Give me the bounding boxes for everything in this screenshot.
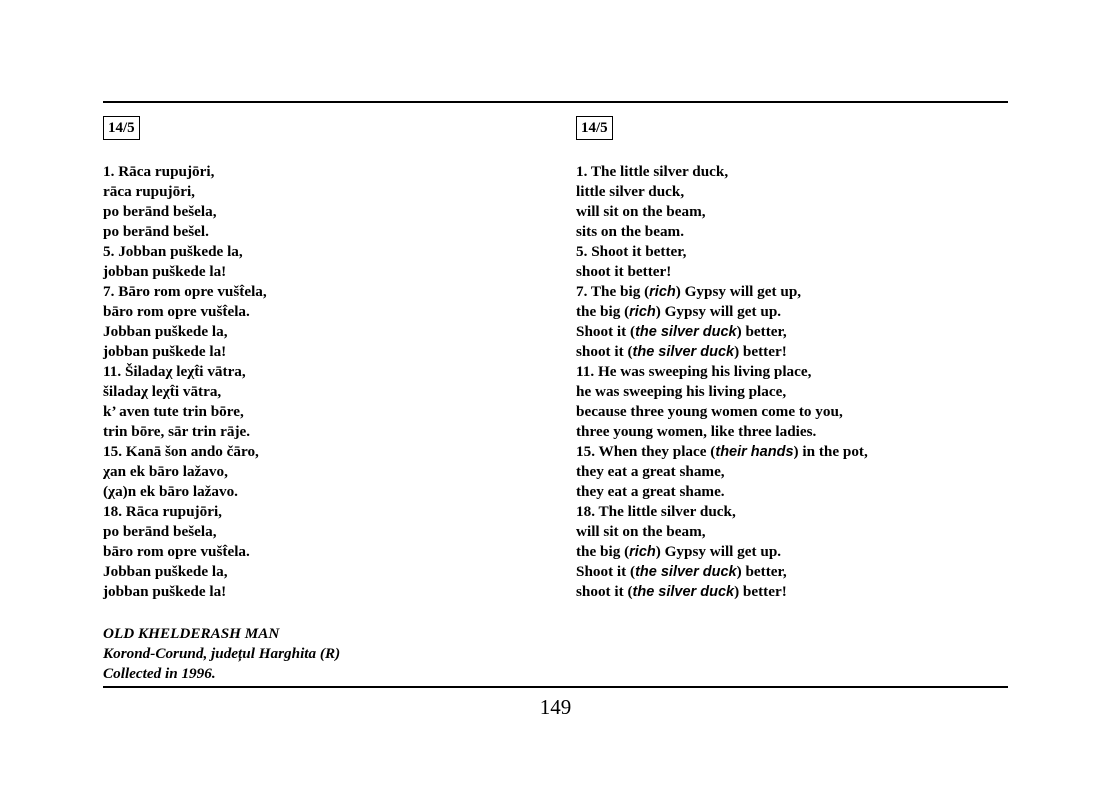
top-rule [103, 101, 1008, 103]
song-number-box-translation: 14/5 [576, 116, 613, 140]
line-segment: ) Gypsy will get up. [655, 543, 782, 560]
translation-line [576, 422, 1006, 442]
translation-line [576, 482, 1006, 502]
line-segment: the big ( [576, 543, 630, 560]
line-segment: will sit on the beam, [576, 203, 706, 220]
translated-verse-lines [576, 162, 1006, 602]
translation-line [576, 182, 1006, 202]
line-segment: will sit on the beam, [576, 523, 706, 540]
verse-line: jobban puškede la! [103, 263, 227, 280]
source-line: Collected in 1996. [103, 665, 216, 682]
translation-line [576, 282, 1006, 302]
line-segment: ) Gypsy will get up, [675, 283, 802, 300]
translation-line [576, 362, 1006, 382]
line-segment: shoot it better! [576, 263, 672, 280]
line-segment: shoot it ( [576, 583, 633, 600]
verse-line: 15. Kanā šon ando čāro, [103, 443, 259, 460]
translation-line [576, 582, 1006, 602]
translation-column [576, 116, 1006, 602]
translation-line [576, 202, 1006, 222]
editorial-insertion: rich [629, 544, 656, 560]
line-segment: Shoot it ( [576, 563, 636, 580]
translation-line [576, 262, 1006, 282]
verse-line: po berānd bešela, [103, 523, 217, 540]
translation-line [576, 442, 1006, 462]
line-segment: sits on the beam. [576, 223, 685, 240]
editorial-insertion: rich [629, 304, 656, 320]
verse-line: trin bōre, sār trin rāje. [103, 423, 251, 440]
line-segment: 7. The big ( [576, 283, 650, 300]
source-line: Korond-Corund, județul Harghita (R) [103, 645, 341, 662]
line-segment: little silver duck, [576, 183, 685, 200]
source-line: OLD KHELDERASH MAN [103, 625, 280, 642]
line-segment: ) in the pot, [793, 443, 868, 460]
line-segment: the big ( [576, 303, 630, 320]
line-segment: 5. Shoot it better, [576, 243, 687, 260]
translation-line [576, 382, 1006, 402]
line-segment: 18. The little silver duck, [576, 503, 736, 520]
line-segment: ) better! [734, 343, 787, 360]
page-number: 149 [539, 695, 572, 719]
line-segment: three young women, like three ladies. [576, 423, 817, 440]
line-segment: they eat a great shame, [576, 463, 725, 480]
verse-line: k’ aven tute trin bōre, [103, 403, 244, 420]
translation-line [576, 322, 1006, 342]
translation-line [576, 562, 1006, 582]
original-verse-lines [103, 162, 533, 602]
translation-line [576, 222, 1006, 242]
line-segment: they eat a great shame. [576, 483, 725, 500]
verse-line: Jobban puškede la, [103, 323, 228, 340]
editorial-insertion: the silver duck [632, 344, 735, 360]
bottom-rule [103, 686, 1008, 688]
verse-line: jobban puškede la! [103, 343, 227, 360]
verse-line: jobban puškede la! [103, 583, 227, 600]
song-number-box-original: 14/5 [103, 116, 140, 140]
verse-line: rāca rupujōri, [103, 183, 195, 200]
line-segment: ) better, [736, 323, 787, 340]
verse-line: bāro rom opre vušt̂ela. [103, 303, 250, 320]
editorial-insertion: the silver duck [632, 584, 735, 600]
line-segment: 15. When they place ( [576, 443, 716, 460]
line-segment: Shoot it ( [576, 323, 636, 340]
verse-line: χan ek bāro lažavo, [103, 463, 228, 480]
line-segment: because three young women come to you, [576, 403, 843, 420]
source-attribution [103, 624, 533, 684]
verse-line: 7. Bāro rom opre vušt̂ela, [103, 283, 267, 300]
translation-line [576, 522, 1006, 542]
original-text-column [103, 116, 533, 684]
translation-line [576, 302, 1006, 322]
line-segment: he was sweeping his living place, [576, 383, 787, 400]
translation-line [576, 402, 1006, 422]
verse-line: Jobban puškede la, [103, 563, 228, 580]
translation-line [576, 162, 1006, 182]
editorial-insertion: their hands [715, 444, 794, 460]
line-segment: 1. The little silver duck, [576, 163, 729, 180]
editorial-insertion: the silver duck [635, 564, 737, 580]
verse-line: po berānd bešel. [103, 223, 209, 240]
verse-line: bāro rom opre vušt̂ela. [103, 543, 250, 560]
translation-line [576, 462, 1006, 482]
verse-line: po berānd bešela, [103, 203, 217, 220]
line-segment: ) better! [734, 583, 787, 600]
line-segment: shoot it ( [576, 343, 633, 360]
line-segment: 11. He was sweeping his living place, [576, 363, 812, 380]
verse-line: 1. Rāca rupujōri, [103, 163, 215, 180]
editorial-insertion: the silver duck [635, 324, 737, 340]
line-segment: ) better, [736, 563, 787, 580]
translation-line [576, 342, 1006, 362]
verse-line: (χa)n ek bāro lažavo. [103, 483, 238, 500]
verse-line: 11. Šiladaχ leχt̂i vātra, [103, 363, 246, 380]
verse-line: 5. Jobban puškede la, [103, 243, 243, 260]
line-segment: ) Gypsy will get up. [655, 303, 782, 320]
verse-line: šiladaχ leχt̂i vātra, [103, 383, 222, 400]
translation-line [576, 242, 1006, 262]
translation-line [576, 542, 1006, 562]
editorial-insertion: rich [649, 284, 676, 300]
translation-line [576, 502, 1006, 522]
verse-line: 18. Rāca rupujōri, [103, 503, 222, 520]
